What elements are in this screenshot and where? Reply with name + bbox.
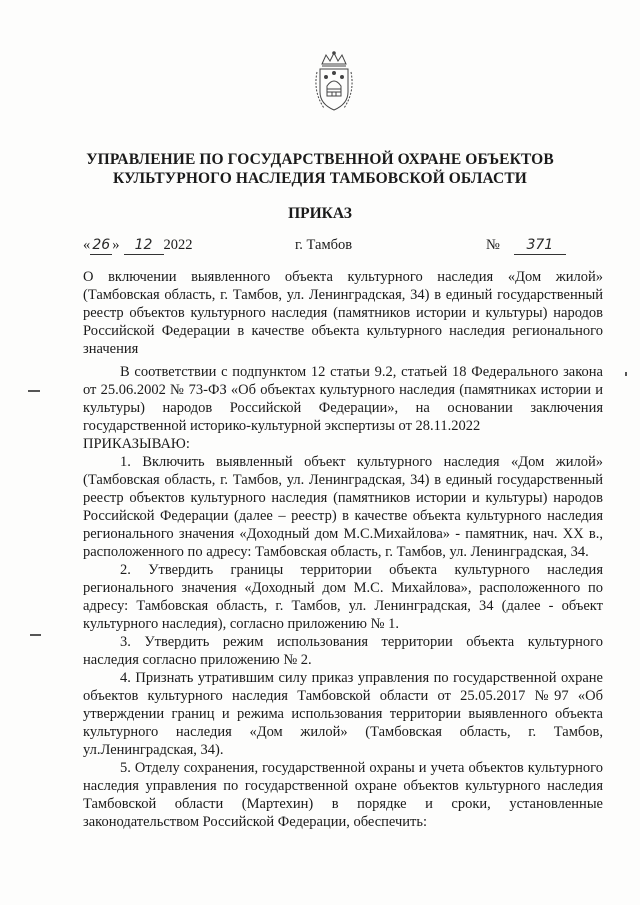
order-subject: О включении выявленного объекта культурного наследия «Дом жилой» (Тамбовская область, г. Тамбов, ул. Ленинградская, 34) в единый государственный реестр объектов культурного наследия (памятников истории и культуры) народов Российской Федерации в качестве объекта культурного наследия регионального значения (83, 269, 603, 357)
order-date (83, 236, 193, 255)
tambov-coat-of-arms-icon (312, 50, 356, 114)
order-item-5: 5. Отделу сохранения, государственной охраны и учета объектов культурного наследия управления по государственной охране объектов культурного наследия Тамбовской области (Мартехин) в порядке и сроки, установленные законодательством Российской Федерации, обеспечить: (83, 760, 603, 830)
date-year: 2022 (163, 237, 193, 253)
organization-name (0, 150, 640, 188)
margin-scan-mark (28, 390, 40, 392)
margin-scan-mark (625, 372, 627, 376)
order-number-value: 371 (514, 236, 566, 255)
coat-of-arms-emblem (312, 50, 356, 114)
number-sign: № (486, 237, 500, 253)
order-item-2: 2. Утвердить границы территории объекта культурного наследия регионального значения «Доходный дом М.С. Михайлова», расположенного по адресу: Тамбовская область, г. Тамбов, ул. Ленинградская, 34 (далее - объект культурного наследия), согласно приложению № 1. (83, 562, 603, 632)
order-word: ПРИКАЗЫВАЮ: (83, 436, 190, 452)
document-type-heading: ПРИКАЗ (288, 205, 352, 222)
date-close-quote: » (112, 237, 120, 253)
margin-scan-mark (30, 634, 41, 636)
date-month: 12 (124, 236, 164, 255)
order-item-3: 3. Утвердить режим использования территории объекта культурного наследия согласно приложению № 2. (83, 634, 603, 668)
date-day: 26 (90, 236, 112, 255)
organization-name-line-2: КУЛЬТУРНОГО НАСЛЕДИЯ ТАМБОВСКОЙ ОБЛАСТИ (113, 170, 527, 187)
order-item-4: 4. Признать утратившим силу приказ управления по государственной охране объектов культурного наследия Тамбовской области от 25.05.2017 №97 «Об утверждении границ и режима использования территории выявленного объекта культурного наследия «Дом жилой» (Тамбовская область, г. Тамбов, ул.Ленинградская, 34). (83, 670, 603, 758)
order-body (83, 363, 603, 831)
organization-name-line-1: УПРАВЛЕНИЕ ПО ГОСУДАРСТВЕННОЙ ОХРАНЕ ОБЪЕКТОВ (86, 151, 554, 168)
date-open-quote: « (83, 237, 91, 253)
issue-city: г. Тамбов (295, 237, 353, 253)
order-item-1: 1. Включить выявленный объект культурного наследия «Дом жилой» (Тамбовская область, г. Тамбов, ул. Ленинградская, 34) в единый государственный реестр объектов культурного наследия (памятников истории и культуры) народов Российской Федерации (далее – реестр) в качестве объекта культурного наследия регионального значения «Доходный дом М.С.Михайлова» - памятник, нач. XX в., расположенного по адресу: Тамбовская область, г. Тамбов, ул. Ленинградская, 34. (83, 454, 603, 560)
order-number (486, 236, 566, 255)
preamble-paragraph: В соответствии с подпунктом 12 статьи 9.2, статьей 18 Федерального закона от 25.06.2002 № 73-ФЗ «Об объектах культурного наследия (памятниках истории и культуры) народов Российской Федерации», на основании заключения государственной историко-культурной экспертизы от 28.11.2022 (83, 364, 603, 434)
